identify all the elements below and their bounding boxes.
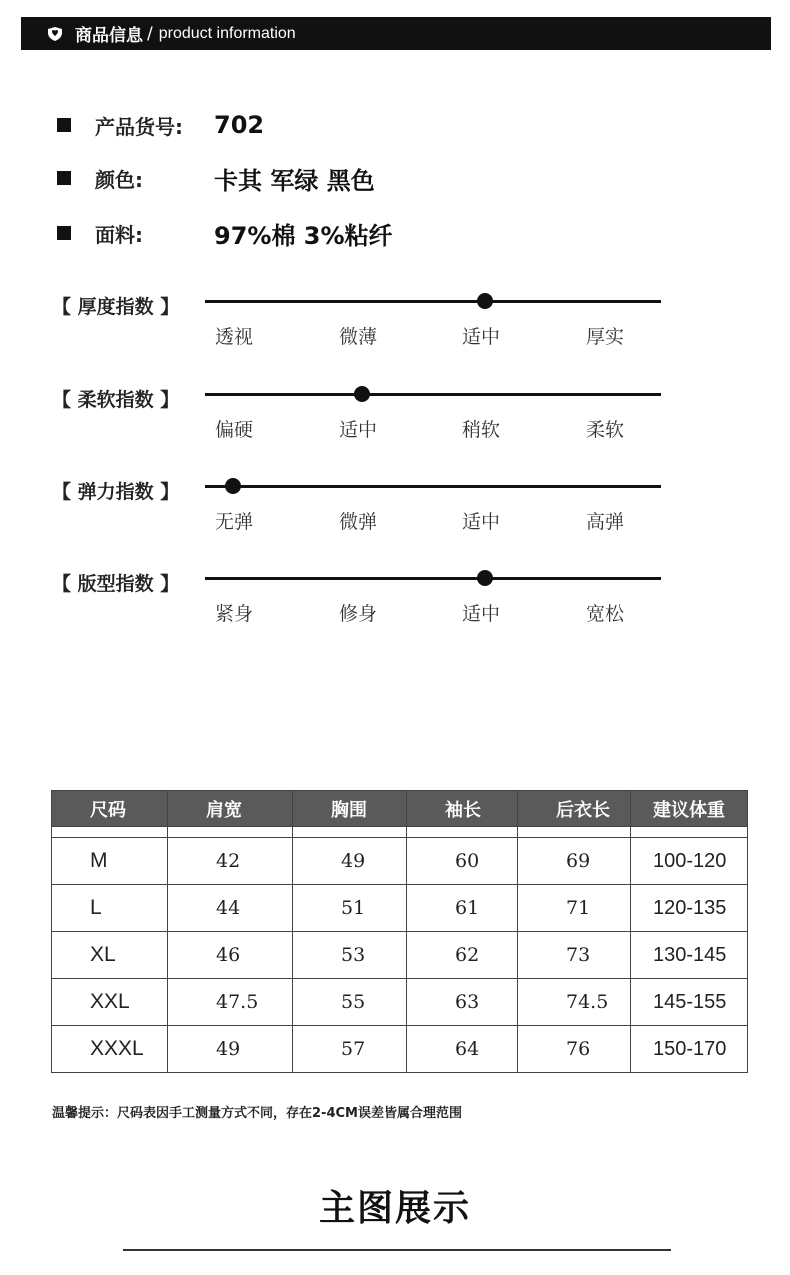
table-cell: 71 <box>518 885 631 932</box>
table-cell: 46 <box>168 932 293 979</box>
index-level-label: 修身 <box>339 603 378 625</box>
index-marker-dot <box>225 478 241 494</box>
info-label: 产品货号: <box>95 114 183 139</box>
index-track <box>205 393 661 396</box>
info-value: 702 <box>214 111 265 139</box>
table-cell: XL <box>52 932 168 979</box>
table-cell: 49 <box>293 838 407 885</box>
index-level-label: 宽松 <box>586 603 625 625</box>
table-cell: 64 <box>407 1026 518 1073</box>
index-title: 【 版型指数 】 <box>52 573 180 595</box>
table-cell: 49 <box>168 1026 293 1073</box>
table-cell: 63 <box>407 979 518 1026</box>
index-level-label: 微薄 <box>339 326 378 348</box>
section-title: 主图展示 <box>318 1188 471 1229</box>
table-header-cell: 建议体重 <box>631 791 748 827</box>
index-level-label: 适中 <box>339 419 378 441</box>
table-cell: 53 <box>293 932 407 979</box>
table-cell: 73 <box>518 932 631 979</box>
info-label: 颜色: <box>95 167 143 192</box>
info-row-item-no <box>57 110 265 140</box>
table-header-row <box>52 791 748 827</box>
table-row <box>52 885 748 932</box>
heart-shield-icon <box>45 24 65 44</box>
table-cell: 61 <box>407 885 518 932</box>
table-cell: 145-155 <box>631 979 748 1026</box>
table-cell: 62 <box>407 932 518 979</box>
table-cell: 130-145 <box>631 932 748 979</box>
index-level-label: 高弹 <box>586 511 625 533</box>
info-value: 卡其 军绿 黑色 <box>214 166 375 195</box>
index-level-label: 厚实 <box>586 326 625 348</box>
bullet-square-icon <box>57 226 71 240</box>
header-title-en: product information <box>158 24 296 42</box>
index-scale <box>0 481 790 555</box>
table-cell: 51 <box>293 885 407 932</box>
index-level-label: 微弹 <box>339 511 378 533</box>
table-row <box>52 1026 748 1073</box>
header-bar <box>21 17 771 50</box>
info-row-color <box>57 163 375 195</box>
table-cell: 76 <box>518 1026 631 1073</box>
header-separator: / <box>147 23 153 44</box>
index-marker-dot <box>477 293 493 309</box>
table-cell: 57 <box>293 1026 407 1073</box>
table-cell: 69 <box>518 838 631 885</box>
index-title: 【 柔软指数 】 <box>52 389 180 411</box>
table-cell: 47.5 <box>168 979 293 1026</box>
index-level-label: 适中 <box>462 326 501 348</box>
divider <box>123 1249 671 1251</box>
table-cell: 74.5 <box>518 979 631 1026</box>
bullet-square-icon <box>57 171 71 185</box>
table-cell: 44 <box>168 885 293 932</box>
info-label: 面料: <box>95 222 143 247</box>
index-level-label: 透视 <box>215 326 254 348</box>
index-level-label: 适中 <box>462 511 501 533</box>
info-row-fabric <box>57 218 393 250</box>
table-cell: 42 <box>168 838 293 885</box>
header-title-cn: 商品信息 <box>75 26 143 46</box>
index-track <box>205 485 661 488</box>
table-cell: 55 <box>293 979 407 1026</box>
table-cell: 60 <box>407 838 518 885</box>
size-table <box>51 790 748 1073</box>
index-level-label: 无弹 <box>215 511 254 533</box>
info-value: 97%棉 3%粘纤 <box>214 221 393 250</box>
table-spacer-row <box>52 827 748 838</box>
table-header-cell: 胸围 <box>293 791 407 827</box>
table-row <box>52 932 748 979</box>
index-scale <box>0 296 790 370</box>
table-cell: XXXL <box>52 1026 168 1073</box>
table-cell: 120-135 <box>631 885 748 932</box>
index-level-label: 适中 <box>462 603 501 625</box>
table-cell: M <box>52 838 168 885</box>
table-cell: 150-170 <box>631 1026 748 1073</box>
table-header-cell: 后衣长 <box>518 791 631 827</box>
table-cell: 100-120 <box>631 838 748 885</box>
index-level-label: 柔软 <box>586 419 625 441</box>
index-level-label: 偏硬 <box>215 419 254 441</box>
index-scale <box>0 573 790 647</box>
size-note: 温馨提示：尺码表因手工测量方式不同，存在2-4CM误差皆属合理范围 <box>52 1106 462 1121</box>
index-title: 【 厚度指数 】 <box>52 296 180 318</box>
table-cell: L <box>52 885 168 932</box>
index-level-label: 紧身 <box>215 603 254 625</box>
table-header-cell: 尺码 <box>52 791 168 827</box>
index-track <box>205 577 661 580</box>
index-level-label: 稍软 <box>462 419 501 441</box>
index-scale <box>0 389 790 463</box>
bullet-square-icon <box>57 118 71 132</box>
index-marker-dot <box>354 386 370 402</box>
table-header-cell: 肩宽 <box>168 791 293 827</box>
index-marker-dot <box>477 570 493 586</box>
index-title: 【 弹力指数 】 <box>52 481 180 503</box>
table-header-cell: 袖长 <box>407 791 518 827</box>
table-row <box>52 979 748 1026</box>
table-row <box>52 838 748 885</box>
table-cell: XXL <box>52 979 168 1026</box>
index-track <box>205 300 661 303</box>
